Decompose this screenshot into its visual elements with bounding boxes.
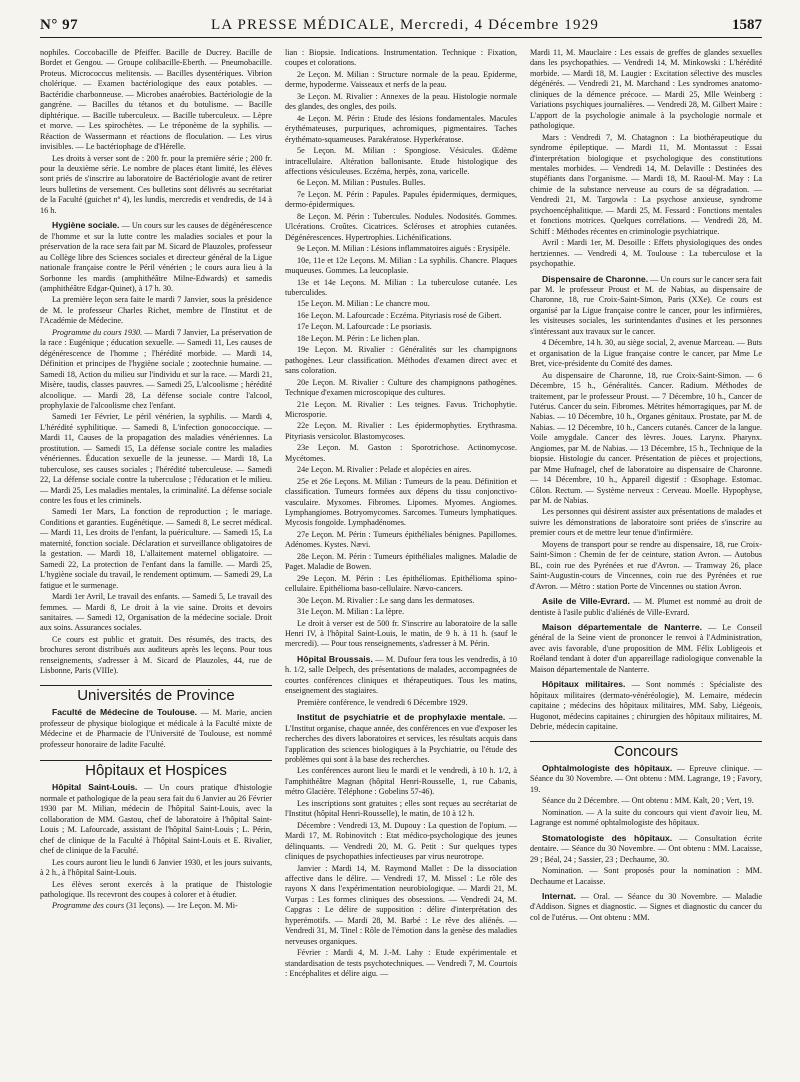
- journal-title: LA PRESSE MÉDICALE, Mercredi, 4 Décembre 1929: [210, 17, 600, 33]
- paragraph: 23e Leçon. M. Gaston : Sporotrichose. Actinomycose. Mycétomes.: [285, 443, 517, 463]
- paragraph: Les droits à verser sont de : 200 fr. pour la première série ; 200 fr. pour la deuxième série. Le nombre de places étant limité, les élèves sont priés de s'inscrire au laboratoire de Bactériologie avant de retirer leurs bulletins de versement. Ces bulletins sont délivrés au secrétariat de la Faculté (guichet nº 4), les lundis, mercredis et vendredis, de 14 à 16 h.: [40, 153, 272, 215]
- paragraph: Hôpital Saint-Louis. — Un cours pratique d'histologie normale et pathologique de la peau sera fait du 6 Janvier au 26 Février 1930 par M. Milian, médecin de l'hôpital Saint-Louis, avec la collaboration de MM. Gastou, chef de laboratoire à l'hôpital Saint-Louis ; M. Lafourcade, assistant de l'hôpital Saint-Louis ; L. Périn, chef de clinique de la Faculté à l'hôpital Saint-Louis et E. Rivalier, chef de clinique de la Faculté.: [40, 782, 272, 856]
- paragraph: Mardi 1er Avril, Le travail des enfants. — Samedi 5, Le travail des femmes. — Mardi 8, Le droit à la vie saine. Droits et devoirs sanitaires. — Samedi 12, Organisation de la médecine sociale. Droit aux soins. Assurances sociales.: [40, 592, 272, 633]
- paragraph: Les cours auront lieu le lundi 6 Janvier 1930, et les jours suivants, à 2 h., à l'hôpital Saint-Louis.: [40, 857, 272, 878]
- paragraph: 18e Leçon. M. Périn : Le lichen plan.: [297, 333, 420, 343]
- paragraph: 31e Leçon. M. Milian : La lèpre.: [297, 607, 405, 617]
- paragraph: Janvier : Mardi 14, M. Raymond Mallet : De la dissociation affective dans le délire. — Vendredi 17, M. Missel : Le rôle des rayons X dans l'expérimentation neurobiologique. — Mardi 21, M. Vurpas : Les formes cliniques des obsessions. — Vendredi 24, M. Capgras : Le délire de supposition : délire d'interprétation des hyperémotifs. — Mardi 28, M. Barbé : Le rêve des aliénés. — Vendredi 31, M. Tinel : Rôle de l'émotion dans la genèse des maladies nerveuses organiques.: [285, 863, 517, 946]
- paragraph: Séance du 2 Décembre. — Ont obtenu : MM. Kalt, 20 ; Vert, 19.: [542, 796, 754, 806]
- paragraph-lead: Hôpital Broussais.: [297, 653, 373, 664]
- paragraph: 16e Leçon. M. Lafourcade : Eczéma. Pityriasis rosé de Gibert.: [297, 310, 502, 320]
- paragraph: Institut de psychiatrie et de prophylaxie mentale. — L'Institut organise, chaque année, des conférences en vue d'exposer les recherches des divers laboratoires et services, les résultats acquis dans l'application des sciences biologiques à la Psychiatrie, ou l'étude des problèmes qui sont à la base des recherches.: [285, 712, 517, 764]
- section-heading: Concours: [530, 741, 762, 757]
- paragraph: Nomination. — Sont proposés pour la nomination : MM. Dechaume et Lacaisse.: [530, 866, 762, 886]
- paragraph: Programme des cours (31 leçons). — 1re Leçon. M. Mi-: [52, 901, 238, 911]
- paragraph: 15e Leçon. M. Milian : Le chancre mou.: [297, 299, 430, 309]
- paragraph: Hôpitaux militaires. — Sont nommés : Spécialiste des hôpitaux militaires (dermato-vénéréologie), M. Lemaire, médecin capitaine ; médecins des hôpitaux militaires, MM. Saby, Liégeois, Hugonot, médecins capitaines ; chirurgien des hôpitaux militaires, M. Debrie, médecin capitaine.: [530, 679, 762, 732]
- paragraph: Ce cours est public et gratuit. Des résumés, des tracts, des brochures seront distribués aux auditeurs après les leçons. Pour tous renseignements, s'adresser à M. Sicard de Plauzoles, 44, rue de Lisbonne, Paris (VIIIe).: [40, 634, 272, 676]
- paragraph: 17e Leçon. M. Lafourcade : Le psoriasis.: [297, 322, 432, 332]
- paragraph: 27e Leçon. M. Périn : Tumeurs épithéliales bénignes. Papillomes. Adénomes. Kystes. Nævi.: [285, 529, 517, 550]
- paragraph-lead: Ophtalmologiste des hôpitaux.: [542, 763, 673, 773]
- paragraph: Hygiène sociale. — Un cours sur les causes de dégénérescence de l'homme et sur la lutte contre les maladies sociales et pour la préservation de la race sera fait par M. Sicard de Plauzoles, professeur au Collège libre des Sciences sociales et directeur général de la Ligue nationale française contre le Péril vénérien ; le cours aura lieu à la Sorbonne les mardis (amphithéâtre Milne-Edwards) et samedis (amphithéâtre Edgar-Quinet), à 17 h. 30.: [40, 220, 272, 293]
- paragraph: Dispensaire de Charonne. — Un cours sur le cancer sera fait par M. le professeur Proust et M. de Nabias, au dispensaire de Charonne, 18, rue Croix-Saint-Simon, Paris (XXe). Ce cours est organisé par la Ligue française contre le cancer, pour les infirmières, les visiteuses sociales, les surintendantes d'usines et les personnes s'intéressant aux travaux sur le cancer.: [530, 273, 762, 336]
- paragraph-lead: Hôpitaux militaires.: [542, 679, 626, 690]
- paragraph: Février : Mardi 4, M. J.-M. Lahy : Etude expérimentale et standardisation de tests psychotechniques. — Vendredi 7, M. Courtois : Encéphalites et délire aigu. —: [285, 948, 517, 979]
- paragraph: Faculté de Médecine de Toulouse. — M. Marie, ancien professeur de physique biologique et médicale à la Faculté mixte de Médecine et de Pharmacie de l'Université de Toulouse, est nommé professeur honoraire de ladite Faculté.: [40, 707, 272, 749]
- paragraph: Les élèves seront exercés à la pratique de l'histologie pathologique. Ils recevront des coupes à colorer et à étudier.: [40, 879, 272, 899]
- paragraph: 30e Leçon. M. Rivalier : Le sang dans les dermatoses.: [297, 595, 475, 605]
- paragraph-lead: Institut de psychiatrie et de prophylaxie mentale.: [297, 712, 506, 723]
- paragraph: La première leçon sera faite le mardi 7 Janvier, sous la présidence de M. le professeur Charles Richet, membre de l'Institut et de l'Académie de Médecine.: [40, 295, 272, 326]
- paragraph-lead: Faculté de Médecine de Toulouse.: [52, 707, 198, 718]
- paragraph: 7e Leçon. M. Périn : Papules. Papules épidermiques, dermiques, dermo-épidermiques.: [285, 189, 517, 210]
- paragraph-lead: Stomatologiste des hôpitaux.: [542, 832, 673, 843]
- paragraph: Mars : Vendredi 7, M. Chatagnon : La biothérapeutique du syndrome épileptique. — Mardi 11, M. Montassut : Essai d'interprétation biologique et psychologique des constitutions mentales morbides. — Vendredi 14, M. Delaville : Destinées des stupéfiants dans l'organisme. — Mardi 18, M. Raoul-M. May : La chimie de la substance nerveuse au cours de sa dégradation. — Vendredi 21, M. Targowla : La psychose anxieuse, syndrome psychoencéphalitique. — Mardi 25, M. Fessard : Fonctions mentales et fonctions motrices. Quelques corrélations. — Vendredi 28, M. Schiff : Méthodes récentes en criminologie psychiatrique.: [530, 132, 762, 236]
- column-2: [285, 48, 517, 1073]
- page-header: [40, 14, 762, 38]
- paragraph: Stomatologiste des hôpitaux. — Consultation écrite dentaire. — Séance du 30 Novembre. — Ont obtenu : MM. Lacaisse, 29 ; Béal, 24 ; Sassier, 23 ; Dechaume, 30.: [530, 832, 762, 864]
- paragraph: Maison départementale de Nanterre. — Le Conseil général de la Seine vient de prononcer le renvoi à l'Administration, avec avis favorable, d'une proposition de MM. Félix Lobligeois et Roéland tendant à doter d'un appareillage radiologique convenable la Maison départementale de Nanterre.: [530, 622, 762, 674]
- paragraph: 5e Leçon. M. Milian : Spongiose. Vésicules. Œdème intracellulaire. Altération ballonisante. Etude histologique des affections vésiculeuses. Eczéma, herpès, zona, varicelle.: [285, 146, 517, 176]
- paragraph: Samedi 1er Février, Le péril vénérien, la syphilis. — Mardi 4, L'hérédité syphilitique. — Samedi 8, L'infection gonococcique. — Mardi 11, Causes de la propagation des maladies vénériennes. La prostitution. — Samedi 15, La défense sociale contre les maladies vénériennes. Éducation sexuelle de la jeunesse. — Mardi 18, La tuberculose, ses causes sociales ; l'hérédité tuberculeuse. — Samedi 22, La défense sociale contre la tuberculose ; l'éducation et le milieu. — Mardi 25, Les maladies mentales, la criminalité. La défense sociale contre les fous et les criminels.: [40, 412, 272, 506]
- paragraph: 22e Leçon. M. Rivalier : Les épidermophyties. Erythrasma. Pityriasis versicolor. Blastomycoses.: [285, 421, 517, 441]
- paragraph: Asile de Ville-Evrard. — M. Plumet est nommé au droit de dentiste à l'asile public d'aliénés de Ville-Evrard.: [530, 596, 762, 617]
- paragraph-lead: Asile de Ville-Evrard.: [542, 596, 630, 607]
- paragraph: 2e Leçon. M. Milian : Structure normale de la peau. Epiderme, derme, hypoderme. Vaisseaux et nerfs de la peau.: [285, 69, 517, 90]
- paragraph: 13e et 14e Leçons. M. Milian : La tuberculose cutanée. Les tuberculides.: [285, 277, 517, 297]
- column-3: [530, 48, 762, 1073]
- issue-number: N° 97: [40, 17, 79, 33]
- paragraph: Nomination. — A la suite du concours qui vient d'avoir lieu, M. Lagrange est nommé ophtalmologiste des hôpitaux.: [530, 807, 762, 828]
- paragraph: Au dispensaire de Charonne, 18, rue Croix-Saint-Simon. — 6 Décembre, 15 h., Généralités. Cancer. Radium. Méthodes de traitement, par le professeur Proust. — 7 Décembre, 10 h., Cancer de l'utérus. Cancer du sein. Fibromes. Métrites hémorragiques, par M. de Nabias. — 10 Décembre, 10 h., Organes génitaux. Prostate, par M. de Nabias. — 12 Décembre, 10 h., Cancers cutanés. Cancer de la langue. Voile amygdale. Cancer des lèvres. Joues. Larynx. Pharynx. Angiomes, par M. de Nabias. — 13 Décembre, 15 h., Technique de la biopsie. Histologie du cancer. Présentation de pièces et projections, par Mme Hufnagel, chef de laboratoire au dispensaire de Charonne. — 14 Décembre, 10 h., Appareil digestif : Œsophage. Estomac. Côlon. Rectum. — Système nerveux : Cerveau. Moelle. Hypophyse, par M. de Nabias.: [530, 370, 762, 506]
- paragraph: 21e Leçon. M. Rivalier : Les teignes. Favus. Trichophytie. Microsporie.: [285, 399, 517, 419]
- column-1: [40, 48, 272, 1073]
- paragraph: 25e et 26e Leçons. M. Milian : Tumeurs de la peau. Définition et classification. Tumeurs formées aux dépens du tissu conjonctivo-vasculaire. Myxomes. Fibromes. Lipomes. Myomes. Angiomes. Lymphangiomes. Botryomycomes. Sarcomes. Tumeurs lymphatiques. Mycosis fongoïde. Lymphadénomes.: [285, 476, 517, 528]
- section-heading: Hôpitaux et Hospices: [40, 760, 272, 776]
- paragraph: nophiles. Coccobacille de Pfeiffer. Bacille de Ducrey. Bacille de Bordet et Gengou. — Groupe colibacille-Eberth. — Pneumobacille. Proteus. Micrococcus melitensis. — Bacilles dysentériques. Vibrion cholérique. — Examen bactériologique des eaux potables. — Bactéridie charbonneuse. — Microbes anaérobies. Bactériologie de la gangrène. — Bacilles du tétanos et du botulisme. — Bacille diphtérique. — Bacille tuberculeux. — Bacille tuberculeux. — Lèpre et morve. — Les spirochètes. — Le tréponème de la syphilis. — Réaction de Wassermann et réactions de floculation. — Les virus invisibles. — Le bactériophage de d'Hérelle.: [40, 48, 272, 152]
- paragraph: 3e Leçon. M. Rivalier : Annexes de la peau. Histologie normale des glandes, des ongles, des poils.: [285, 91, 517, 112]
- paragraph: 29e Leçon. M. Périn : Les épithéliomas. Epithélioma spino-cellulaire. Epithélioma baso-cellulaire. Nævo-cancers.: [285, 573, 517, 594]
- paragraph: 8e Leçon. M. Périn : Tubercules. Nodules. Nodosités. Gommes. Ulcérations. Croûtes. Cicatrices. Scléroses et atrophies cutanées. Dégénérescences. Hypertrophies. Lichénifications.: [285, 211, 517, 242]
- paragraph-lead: Hôpital Saint-Louis.: [52, 782, 138, 793]
- paragraph: Samedi 1er Mars, La fonction de reproduction ; le mariage. Conditions et garanties. Eugénétique. — Samedi 8, Le secret médical. — Mardi 11, Les droits de l'enfant, la puériculture. — Samedi 15, La maternité, fonction sociale. Déclaration et surveillance obligatoires de la gestation. — Mardi 18, L'allaitement maternel obligatoire. — Samedi 22, La protection de l'enfant dans la famille. — Mardi 25, L'hygiène sociale du travail, le rendement optimum. — Samedi 29, La fatigue et le surmenage.: [40, 507, 272, 590]
- paragraph: Programme du cours 1930. — Mardi 7 Janvier, La préservation de la race : Eugénique ; éducation sexuelle. — Samedi 11, Les causes de dégénérescence de l'homme ; l'hérédité morbide. — Mardi 14, Définition et principes de l'hygiène sociale ; zootechnie humaine. — Samedi 18, Action du milieu sur l'individu et sur la race. — Mardi 21, Misère, taudis, classes pauvres. — Samedi 25, L'alcoolisme ; hérédité alcoolique. — Mardi 28, La défense sociale contre l'alcool, prophylaxie de l'alcoolisme chez l'enfant.: [40, 327, 272, 410]
- paragraph: Ophtalmologiste des hôpitaux. — Epreuve clinique. — Séance du 30 Novembre. — Ont obtenu : MM. Lagrange, 19 ; Favory, 19.: [530, 763, 762, 794]
- paragraph-lead: Dispensaire de Charonne.: [542, 273, 649, 284]
- paragraph: 4 Décembre, 14 h. 30, au siège social, 2, avenue Marceau. — Buts et organisation de la Ligue française contre le cancer, par Mme Le Bret, vice-présidente du Comité des dames.: [530, 338, 762, 369]
- paragraph: 6e Leçon. M. Milian : Pustules. Bulles.: [297, 178, 426, 188]
- paragraph: 19e Leçon. M. Rivalier : Généralités sur les champignons pathogènes. Leur classification. Méthodes d'examen direct avec et sans coloration.: [285, 345, 517, 376]
- paragraph: lian : Biopsie. Indications. Instrumentation. Technique : Fixation, coupes et colorations.: [285, 48, 517, 68]
- paragraph: Décembre : Vendredi 13, M. Dupouy : La question de l'opium. — Mardi 17, M. Robinovitch : Etat médico-psychologique des jeunes délinquants. — Vendredi 20, M. G. Petit : Sur quelques types cliniques de psychopathies infectieuses par virus neurotrope.: [285, 820, 517, 862]
- paragraph: Hôpital Broussais. — M. Dufour fera tous les vendredis, à 10 h. 1/2, salle Delpech, des présentations de malades, accompagnées de courtes conférences cliniques et thérapeutiques. Tous les matins, enseignement des stagiaires.: [285, 653, 517, 696]
- paragraph: 28e Leçon. M. Périn : Tumeurs épithéliales malignes. Maladie de Paget. Maladie de Bowen.: [285, 551, 517, 572]
- section-heading: Universités de Province: [40, 685, 272, 701]
- paragraph: 9e Leçon. M. Milian : Lésions inflammatoires aiguës : Erysipèle.: [297, 244, 511, 254]
- paragraph: Moyens de transport pour se rendre au dispensaire, 18, rue Croix-Saint-Simon : Chemin de fer de ceinture, station Avron. — Autobus BL, coin rue des Pyrénées et rue d'Avron. — Tramway 26, place Saint-Augustin-cours de Vincennes, coin rue des Pyrénées et rue d'Avron. — Métro : station Porte de Vincennes ou station Avron.: [530, 539, 762, 591]
- paragraph: Les conférences auront lieu le mardi et le vendredi, à 10 h. 1/2, à l'amphithéâtre Magnan (hôpital Henri-Rousselle, 1, rue Cabanis, métro Glacière. Téléphone : Gobelins 57-46).: [285, 766, 517, 797]
- paragraph: Mardi 11, M. Mauclaire : Les essais de greffes de glandes sexuelles dans les psychopathies. — Vendredi 14, M. Minkowski : L'hérédité morbide. — Mardi 18, M. Laugier : Excitation sélective des muscles dégénérés. — Vendredi 21, M. Marchand : Les syndromes anatomo-cliniques de la démence précoce. — Mardi 25, Mlle Weinberg : Variations psychiques journalières. — Vendredi 28, M. Gilbert Maire : L'apport de la psychologie animale à la psychologie normale et pathologique.: [530, 48, 762, 131]
- paragraph: 4e Leçon. M. Périn : Etude des lésions fondamentales. Macules érythémateuses, purpuriques, achromiques, pigmentaires. Taches érythémato-squameuses. Parakératose. Hyperkératose.: [285, 113, 517, 144]
- paragraph: Le droit à verser est de 500 fr. S'inscrire au laboratoire de la salle Henri IV, à l'hôpital Saint-Louis, le matin, de 9 h. à 11 h. (sauf le mercredi). — Pour tous renseignements, s'adresser à M. Périn.: [285, 618, 517, 649]
- paragraph: Première conférence, le vendredi 6 Décembre 1929.: [297, 697, 468, 707]
- paragraph: Avril : Mardi 1er, M. Desoille : Effets physiologiques des ondes hertziennes. — Vendredi 4, M. Toulouse : La tuberculose et la psychopathie.: [530, 238, 762, 269]
- paragraph: Les personnes qui désirent assister aux présentations de malades et suivre les démonstrations de laboratoire sont priées de s'inscrire au premier cours et de mettre leur tenue d'infirmière.: [530, 507, 762, 538]
- page-number: 1587: [731, 17, 762, 33]
- paragraph: 24e Leçon. M. Rivalier : Pelade et alopécies en aires.: [297, 465, 472, 475]
- paragraph: 10e, 11e et 12e Leçons. M. Milian : La syphilis. Chancre. Plaques muqueuses. Gommes. La leucoplasie.: [285, 255, 517, 276]
- paragraph-lead: Hygiène sociale.: [52, 220, 120, 231]
- paragraph-lead: Maison départementale de Nanterre.: [542, 622, 703, 633]
- paragraph: Les inscriptions sont gratuites ; elles sont reçues au secrétariat de l'Institut (hôpital Henri-Rousselle), le matin, de 10 à 12 h.: [285, 798, 517, 819]
- paragraph-lead: Internat.: [542, 890, 576, 901]
- paragraph: Internat. — Oral. — Séance du 30 Novembre. — Maladie d'Addison. Signes et diagnostic. — Signes et diagnostic du cancer du col de l'utérus. — Ont obtenu : MM.: [530, 890, 762, 922]
- paragraph: 20e Leçon. M. Rivalier : Culture des champignons pathogènes. Technique d'examen microscopique des cultures.: [285, 377, 517, 398]
